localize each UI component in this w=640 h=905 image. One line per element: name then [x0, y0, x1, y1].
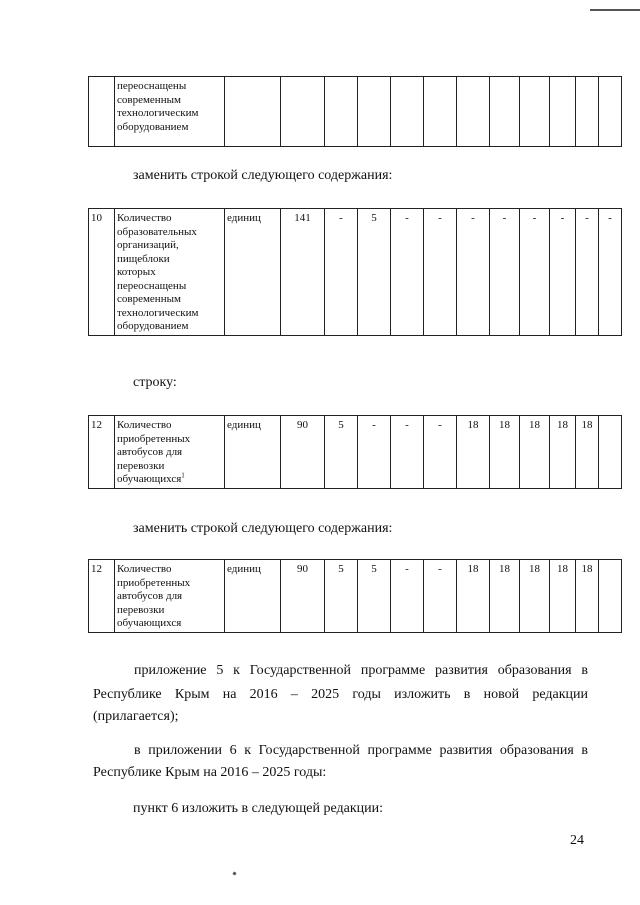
cell-value: - [520, 209, 550, 336]
cell-value: 18 [457, 560, 490, 633]
cell-value [490, 77, 520, 147]
indicator-name-line: технологическим [117, 306, 199, 319]
cell-value: - [550, 209, 576, 336]
instruction-text: заменить строкой следующего содержания: [133, 168, 393, 183]
cell-value: 5 [325, 416, 358, 489]
cell-value [599, 77, 622, 147]
paragraph-line: Республике Крым на 2016 – 2025 годы: [93, 765, 327, 780]
indicator-name-line: оборудованием [117, 320, 189, 332]
stray-mark [232, 871, 236, 875]
instruction-text: заменить строкой следующего содержания: [133, 521, 393, 536]
cell-value: 90 [281, 416, 325, 489]
indicator-name-line: современным [117, 293, 181, 305]
cell-value: - [391, 560, 424, 633]
indicator-name-line: оборудованием [117, 120, 189, 133]
cell-value: 18 [576, 560, 599, 633]
cell-value [599, 560, 622, 633]
cell-value [325, 77, 358, 147]
table-row [89, 416, 622, 489]
paragraph-line: (прилагается); [93, 709, 179, 724]
indicator-name-line: которых [117, 266, 156, 278]
cell-number: 12 [89, 560, 115, 633]
cell-value [550, 77, 576, 147]
instruction-text: строку: [133, 375, 177, 390]
page-number: 24 [570, 833, 584, 848]
cell-unit [225, 77, 281, 147]
cell-value: 5 [358, 560, 391, 633]
indicator-name-line: автобусов для [117, 446, 183, 458]
indicator-name-text: обучающихся [117, 473, 182, 485]
cell-value: - [424, 560, 457, 633]
cell-value: - [424, 416, 457, 489]
indicator-name-line: Количество [117, 419, 172, 431]
cell-value: 18 [490, 560, 520, 633]
cell-value: 18 [457, 416, 490, 489]
cell-value: 18 [490, 416, 520, 489]
cell-value [358, 77, 391, 147]
corner-mark [590, 9, 640, 11]
indicator-table-fragment [88, 76, 622, 147]
indicator-table-row-12-old [88, 415, 622, 489]
cell-value: 18 [550, 416, 576, 489]
instruction-text: пункт 6 изложить в следующей редакции: [133, 801, 383, 816]
cell-value [281, 77, 325, 147]
cell-indicator-name [115, 77, 225, 147]
paragraph-line: в приложении 6 к Государственной программе развития образования в [134, 743, 588, 758]
cell-value: - [576, 209, 599, 336]
cell-unit: единиц [225, 560, 281, 633]
paragraph-line: Республике Крым на 2016 – 2025 годы изложить в новой редакции [93, 687, 588, 702]
cell-value: - [424, 209, 457, 336]
cell-value: - [599, 209, 622, 336]
footnote-mark: 1 [181, 471, 185, 480]
cell-indicator-name [115, 416, 225, 489]
indicator-name-line: современным [117, 93, 181, 106]
cell-value [457, 77, 490, 147]
indicator-name-line [117, 473, 222, 487]
cell-unit: единиц [225, 416, 281, 489]
paragraph-line: приложение 5 к Государственной программе развития образования в [134, 663, 588, 678]
cell-value: - [391, 209, 424, 336]
cell-value [391, 77, 424, 147]
indicator-name-line: организаций, [117, 239, 179, 251]
cell-number: 12 [89, 416, 115, 489]
cell-indicator-name [115, 209, 225, 336]
cell-value: 18 [520, 560, 550, 633]
indicator-name-line: переоснащены [117, 279, 187, 292]
cell-number: 10 [89, 209, 115, 336]
indicator-name-line: обучающихся [117, 617, 182, 629]
indicator-name-line: перевозки [117, 459, 165, 472]
cell-value: 18 [576, 416, 599, 489]
cell-value: 90 [281, 560, 325, 633]
indicator-name-line: приобретенных [117, 576, 191, 589]
cell-value: 18 [520, 416, 550, 489]
indicator-name-line: автобусов для [117, 590, 183, 602]
cell-value: 5 [325, 560, 358, 633]
cell-value: - [391, 416, 424, 489]
table-row [89, 77, 622, 147]
indicator-name-line: перевозки [117, 603, 165, 616]
cell-value: - [490, 209, 520, 336]
cell-value: - [325, 209, 358, 336]
cell-value [576, 77, 599, 147]
indicator-name-line: Количество [117, 563, 172, 575]
cell-value [599, 416, 622, 489]
cell-value: - [358, 416, 391, 489]
cell-value: 5 [358, 209, 391, 336]
cell-value: - [457, 209, 490, 336]
indicator-name-line: приобретенных [117, 432, 191, 445]
cell-value [520, 77, 550, 147]
cell-unit: единиц [225, 209, 281, 336]
cell-number [89, 77, 115, 147]
cell-value: 141 [281, 209, 325, 336]
indicator-name-line: пищеблоки [117, 252, 170, 265]
indicator-name-line: образовательных [117, 225, 197, 238]
indicator-table-row-10 [88, 208, 622, 336]
table-row [89, 560, 622, 633]
cell-value [424, 77, 457, 147]
table-row [89, 209, 622, 336]
indicator-table-row-12-new [88, 559, 622, 633]
indicator-name-line: Количество [117, 212, 172, 224]
indicator-name-line: технологическим [117, 107, 199, 119]
cell-indicator-name [115, 560, 225, 633]
indicator-name-line: переоснащены [117, 80, 187, 92]
cell-value: 18 [550, 560, 576, 633]
